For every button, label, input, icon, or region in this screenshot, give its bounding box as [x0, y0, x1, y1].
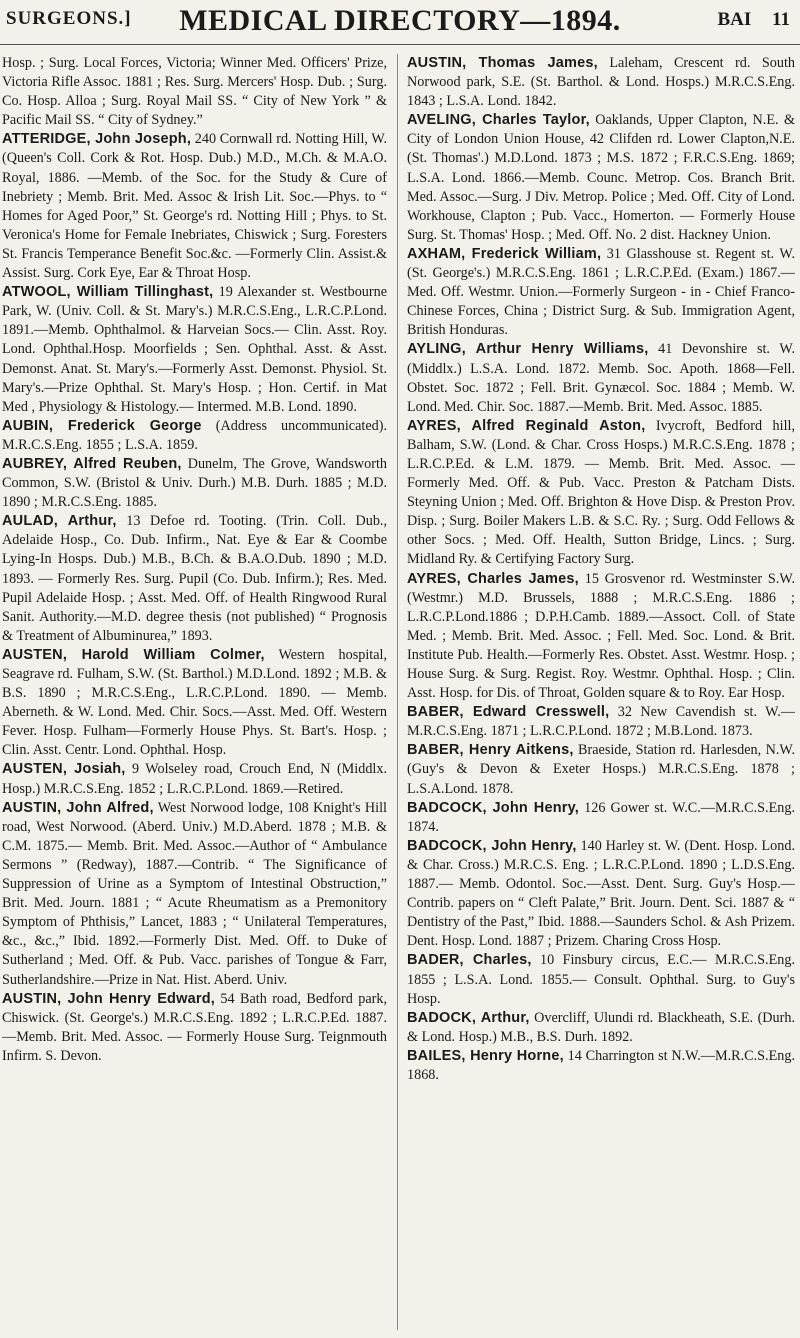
directory-entry: [407, 1047, 795, 1085]
entry-name: AYRES, Alfred Reginald Aston,: [407, 417, 646, 434]
entry-name: AUSTIN, John Henry Edward,: [2, 990, 215, 1007]
entry-range-code: BAI: [717, 9, 752, 30]
directory-entry: [2, 799, 387, 990]
entry-name: AXHAM, Frederick William,: [407, 245, 602, 262]
directory-entry: [2, 54, 387, 130]
entry-text: 13 Defoe rd. Tooting. (Trin. Coll. Dub., Adelaide Hosp., Co. Dub. Infirm., Nat. Eye & Ear & Coombe Lying-In Hosps. Dub.) M.B., B.Ch. & B.A.O.Dub. 1890 ; M.D. 1893. — Formerly Res. Surg. Pupil (Co. Dub. Infirm.); Res. Med. Pupil Adelaide Hosp. ; Asst. Med. Off. of Health Ringwood Rural Sanit. Authority.—M.D. degree thesis (not published) “ Prognosis & Treatment of Albuminurea,” 1893.: [2, 513, 387, 644]
column-divider: [397, 54, 398, 1330]
entry-name: AUBIN, Frederick George: [2, 417, 202, 434]
directory-entry: [407, 340, 795, 416]
directory-entry: [2, 130, 387, 283]
entry-name: AUSTEN, Josiah,: [2, 761, 126, 778]
directory-entry: [2, 646, 387, 761]
entry-text: 31 Glasshouse st. Regent st. W. (St. George's.) M.R.C.S.Eng. 1861 ; L.R.C.P.Ed. (Exam.) 1867.—Med. Off. Westmr. Union.—Formerly Surgeon - in - Chief Franco-Chinese Forces, China ; District Surg. & Sub. Immigration Agent, British Honduras.: [407, 245, 795, 339]
entry-text: 240 Cornwall rd. Notting Hill, W. (Queen's Coll. Cork & Rot. Hosp. Dub.) M.D., M.Ch. & M.A.O. Royal, 1886. —Memb. of the Soc. for the Study & Cure of Inebriety ; Memb. Brit. Med. Assoc & Irish Lit. Soc.—Phys. to “ Homes for Aged Poor,” St. George's rd. Notting Hill ; Phys. to St. Veronica's Home for Female Inebriates, Chiswick ; Surg. Foresters St. Francis Temperance Benefit Soc.&c. —Formerly Clin. Assist.& Assist. Surg. Cork Eye, Ear & Throat Hosp.: [2, 131, 387, 282]
entry-text: Oaklands, Upper Clapton, N.E. & City of London Union House, 42 Clifden rd. Lower Clapton,N.E. (St. Thomas'.) M.D.Lond. 1873 ; M.S. 1872 ; F.R.C.S.Eng. 1869; L.S.A. Lond. 1866.—Memb. Counc. Metrop. Cos. Branch Brit. Med. Assoc.—Surg. J Div. Metrop. Police ; Med. Off. City of Lond. Workhouse, Clapton ; Pub. Vacc., Homerton. — Formerly House Surg. St. Thomas' Hosp. ; Med. Off. No. 2 dist. Hackney Union.: [407, 112, 795, 243]
entry-name: AUBREY, Alfred Reuben,: [2, 455, 182, 472]
entry-text: Ivycroft, Bedford hill, Balham, S.W. (Lond. & Char. Cross Hosps.) M.R.C.S.Eng. 1878 ; L.R.C.P.Ed. & L.M. 1879. — Memb. Brit. Med. Assoc. — Formerly Med. Off. & Pub. Vacc. Preston & Patcham Dists. Steyning Union ; Med. Off. Brighton & Hove Disp. & Preston Prov. Disp. ; Surg. Boiler Makers L.B. & S.C. Ry. ; Surg. Odd Fellows & other Socs. ; Med. Off. Health, Sutton Bridge, Lincs. ; Surg. Midland Ry. & Certifying Factory Surg.: [407, 417, 795, 568]
directory-entry: [407, 837, 795, 952]
page-header: [0, 0, 800, 48]
entry-text: 10 Finsbury circus, E.C.— M.R.C.S.Eng. 1855 ; L.S.A. Lond. 1855.— Consult. Ophthal. Surg. to Guy's Hosp.: [407, 952, 795, 1007]
entry-text: 41 Devonshire st. W. (Middlx.) L.S.A. Lond. 1872. Memb. Soc. Apoth. 1868—Fell. Obstet. Soc. 1872 ; Fell. Brit. Gynæcol. Soc. 1884 ; Memb. W. Lond. Med. Chir. Soc. 1887.—Memb. Brit. Med. Assoc. 1885.: [407, 341, 795, 415]
page-number: 11: [772, 9, 790, 30]
entry-text: (Address uncommunicated). M.R.C.S.Eng. 1855 ; L.S.A. 1859.: [2, 417, 387, 453]
page-index: [702, 9, 791, 31]
page-title: MEDICAL DIRECTORY—1894.: [179, 4, 621, 37]
directory-entry: [407, 570, 795, 704]
entry-name: AUSTIN, John Alfred,: [2, 799, 154, 816]
entry-text: 54 Bath road, Bedford park, Chiswick. (St. George's.) M.R.C.S.Eng. 1892 ; L.R.C.P.Ed. 1887.—Memb. Brit. Med. Assoc. — Formerly House Surg. Teignmouth Infirm. S. Devon.: [2, 990, 387, 1064]
entry-text: 126 Gower st. W.C.—M.R.C.S.Eng. 1874.: [407, 799, 795, 835]
entry-name: BADCOCK, John Henry,: [407, 799, 580, 816]
entry-name: BADER, Charles,: [407, 952, 532, 969]
entry-name: AYRES, Charles James,: [407, 570, 579, 587]
left-column: [2, 54, 387, 1330]
entry-name: ATTERIDGE, John Joseph,: [2, 131, 192, 148]
directory-entry: [407, 1009, 795, 1047]
directory-entry: [407, 54, 795, 111]
section-label: SURGEONS.]: [6, 8, 132, 29]
entry-text: Western hospital, Seagrave rd. Fulham, S.W. (St. Barthol.) M.D.Lond. 1892 ; M.B. & B.S. 1890 ; M.R.C.S.Eng., L.R.C.P.Lond. 1890. — Memb. Aberneth. & W. Lond. Med. Chir. Socs.—Asst. Med. Off. Western Fever. Hosp. Fulham—Formerly House Phys. St. Bart's. Hosp. ; Clin. Asst. Centr. Lond. Ophthal. Hosp.: [2, 646, 387, 759]
directory-entry: [2, 760, 387, 798]
directory-entry: [407, 111, 795, 245]
entry-text: Laleham, Crescent rd. South Norwood park, S.E. (St. Barthol. & Lond. Hosps.) M.R.C.S.Eng. 1843 ; L.S.A. Lond. 1842.: [407, 55, 795, 110]
directory-entry: [407, 741, 795, 798]
entry-name: BADOCK, Arthur,: [407, 1009, 530, 1026]
directory-entry: [2, 990, 387, 1066]
right-column: [407, 54, 795, 1330]
entry-text: 19 Alexander st. Westbourne Park, W. (Univ. Coll. & St. Mary's.) M.R.C.S.Eng., L.R.C.P.Lond. 1891.—Memb. Ophthalmol. & Harveian Socs.— Clin. Asst. Roy. Lond. Ophthal.Hosp. Moorfields ; Sen. Ophthal. Asst. & Asst. Demonst. Anat. St. Mary's.—Formerly Asst. Demonst. Physiol. St. Mary's.—Prize Ophthal. St. Mary's Hosp. ; Hon. Certif. in Mat Med , Physiology & Histology.— Intermed. M.B. Lond. 1890.: [2, 284, 387, 415]
entry-name: AYLING, Arthur Henry Williams,: [407, 341, 649, 358]
entry-name: BAILES, Henry Horne,: [407, 1047, 564, 1064]
directory-entry: [2, 455, 387, 512]
directory-entry: [407, 245, 795, 340]
entry-text: 32 New Cavendish st. W.—M.R.C.S.Eng. 1871 ; L.R.C.P.Lond. 1872 ; M.B.Lond. 1873.: [407, 704, 795, 740]
entry-name: AVELING, Charles Taylor,: [407, 112, 590, 129]
entry-text: 15 Grosvenor rd. Westminster S.W. (Westmr.) M.D. Brussels, 1888 ; M.R.C.S.Eng. 1886 ; L.R.C.P.Lond.1886 ; D.P.H.Camb. 1889.—Assoct. Coll. of State Med. ; Memb. Brit. Med. Assoc. ; Fell. Med. Soc. Lond. & Brit. Institute Pub. Health.—Formerly Res. Obstet. Asst. Westmr. Hosp. ; House Surg. & Surg. Regist. Roy. Westmr. Ophthal. Hosp. ; Clin. Asst. Hosp. for Dis. of Throat, Golden square & to Roy. Ear Hosp.: [407, 570, 795, 702]
entry-text: West Norwood lodge, 108 Knight's Hill road, West Norwood. (Aberd. Univ.) M.D.Aberd. 1878 ; M.B. & C.M. 1875.— Memb. Brit. Med. Assoc.—Author of “ Ambulance Sermons ” (Redway), 1887.—Contrib. “ The Significance of Suppression of Urine as a Symptom of Intestinal Obstruction,” Brit. Med. Journ. 1881 ; “ Acute Rheumatism as a Premonitory Symptom of Phthisis,” Lancet, 1883 ; “ Unilateral Temperatures, &c., &c.,” Ibid. 1892.—Formerly Dist. Med. Off. to Duke of Sutherland ; Med. Off. & Pub. Vacc. parishes of Tongue & Farr, Sutherlandshire.—Prize in Nat. Hist. Aberd. Univ.: [2, 799, 387, 988]
entry-text: 140 Harley st. W. (Dent. Hosp. Lond. & Char. Cross.) M.R.C.S. Eng. ; L.R.C.P.Lond. 1890 ; L.D.S.Eng. 1887.— Memb. Odontol. Soc.—Asst. Dent. Surg. Guy's Hosp.—Contrib. papers on “ Cleft Palate,” Brit. Journ. Dent. Sci. 1887 & “ Dentistry of the Past,” Ibid. 1888.—Saunders Schol. & Ash Prizem. Dent. Hosp. Lond. 1887 ; Prizem. Charing Cross Hosp.: [407, 837, 795, 950]
directory-entry: [407, 951, 795, 1008]
entry-text: Hosp. ; Surg. Local Forces, Victoria; Winner Med. Officers' Prize, Victoria Rifle Assoc. 1881 ; Res. Surg. Mercers' Hosp. Dub. ; Surg. Co. Hosp. Alloa ; Surg. Royal Mail SS. “ City of New York ” & Pacific Mail SS. “ City of Sydney.”: [2, 55, 387, 129]
directory-entry: [407, 417, 795, 570]
directory-entry: [2, 512, 387, 646]
entry-text: Overcliff, Ulundi rd. Blackheath, S.E. (Durh. & Lond. Hosp.) M.B., B.S. Durh. 1892.: [407, 1009, 795, 1045]
directory-entry: [2, 417, 387, 455]
entry-name: AUSTIN, Thomas James,: [407, 55, 598, 71]
entry-name: BADCOCK, John Henry,: [407, 837, 577, 854]
header-rule: [0, 44, 800, 45]
entry-text: Braeside, Station rd. Harlesden, N.W. (Guy's & Devon & Exeter Hosps.) M.R.C.S.Eng. 1878 ; L.S.A.Lond. 1878.: [407, 742, 795, 797]
entry-name: AUSTEN, Harold William Colmer,: [2, 646, 265, 663]
entry-text: 14 Charrington st N.W.—M.R.C.S.Eng. 1868.: [407, 1047, 795, 1083]
directory-entry: [407, 703, 795, 741]
entry-name: BABER, Edward Cresswell,: [407, 704, 610, 721]
entry-text: Dunelm, The Grove, Wandsworth Common, S.W. (Bristol & Univ. Durh.) M.B. Durh. 1885 ; M.D. 1890 ; M.R.C.S.Eng. 1885.: [2, 455, 387, 511]
entry-name: AULAD, Arthur,: [2, 513, 117, 530]
entry-name: ATWOOL, William Tillinghast,: [2, 284, 214, 301]
directory-entry: [407, 799, 795, 837]
entry-name: BABER, Henry Aitkens,: [407, 742, 574, 759]
entry-text: 9 Wolseley road, Crouch End, N (Middlx. Hosp.) M.R.C.S.Eng. 1852 ; L.R.C.P.Lond. 1869.—Retired.: [2, 761, 387, 797]
directory-entry: [2, 283, 387, 417]
